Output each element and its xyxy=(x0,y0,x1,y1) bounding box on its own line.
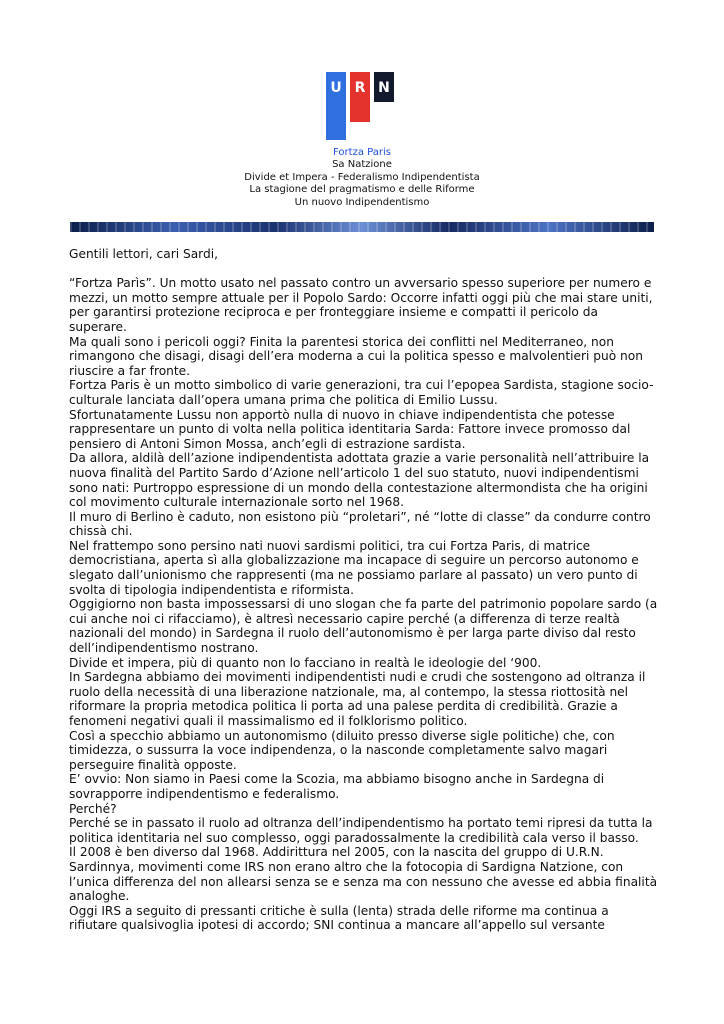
paragraph: Il muro di Berlino è caduto, non esistono più “proletari”, né “lotte di classe” da condurre contro chissà chi. xyxy=(69,509,651,539)
paragraph: Oggigiorno non basta impossessarsi di uno slogan che fa parte del patrimonio popolare sardo (a cui anche noi ci rifacciamo), è altresì necessario capire perché (a differenza di terze realtà nazionali del mondo) in Sardegna il ruolo dell’autonomismo è per larga parte diviso dal resto dell’indipendentismo nostrano. xyxy=(69,597,658,656)
paragraph: Oggi IRS a seguito di pressanti critiche è sulla (lenta) strada delle riforme ma continua a rifiutare qualsivoglia ipotesi di accordo; SNI continua a mancare all’appello sul versante xyxy=(69,903,609,933)
paragraph: “Fortza Parìs”. Un motto usato nel passato contro un avversario spesso superiore per numero e mezzi, un motto sempre attuale per il Popolo Sardo: Occorre infatti oggi più che mai stare uniti, per garantirsi protezione reciproca e per fronteggiare insieme e compatti il pericolo da superare. xyxy=(69,276,653,334)
paragraph: Così a specchio abbiamo un autonomismo (diluito presso diverse sigle politiche) che, con timidezza, o sussurra la voce indipendenza, o la nasconde completamente salvo magari perseguire finalità opposte. xyxy=(69,728,615,772)
article-body xyxy=(69,247,659,933)
header-line: Divide et Impera - Federalismo Indipendentista xyxy=(244,171,480,183)
paragraph: E’ ovvio: Non siamo in Paesi come la Scozia, ma abbiamo bisogno anche in Sardegna di sovrapporre indipendentismo e federalismo. xyxy=(69,772,605,801)
paragraph: Fortza Paris è un motto simbolico di varie generazioni, tra cui l’epopea Sardista, stagione socio-culturale lanciata dall’opera umana prima che politica di Emilio Lussu. xyxy=(69,378,654,407)
logo-letter-n: N xyxy=(378,80,390,96)
paragraph: Nel frattempo sono persino nati nuovi sardismi politici, tra cui Fortza Paris, di matrice democristiana, aperta sì alla globalizzazione ma incapace di seguire un percorso autonomo e slegato dall’unionismo che rappresenti (ma ne possiamo parlare al passato) un vero punto di svolta di tipologia indipendentista e riformista. xyxy=(69,538,639,597)
paragraph: Ma quali sono i pericoli oggi? Finita la parentesi storica dei conflitti nel Mediterraneo, non rimangono che disagi, disagi dell’era moderna a cui la politica spesso e malvolentieri può non riuscire a far fronte. xyxy=(69,334,643,378)
paragraph: Da allora, aldilà dell’azione indipendentista adottata grazie a varie personalità nell’attribuire la nuova finalità del Partito Sardo d’Azione nell’articolo 1 del suo statuto, nuovi indipendentismi sono nati: Purtroppo espressione di un mondo della contestazione altermondista che ha origini col movimento culturale internazionale sorto nel 1968. xyxy=(69,451,650,510)
decorative-divider-banner xyxy=(70,222,654,232)
header-line: Un nuovo Indipendentismo xyxy=(294,196,430,208)
paragraph: Sfortunatamente Lussu non apportò nulla di nuovo in chiave indipendentista che potesse rappresentare un punto di volta nella politica identitaria Sarda: Fattore invece promosso dal pensiero di Antoni Simon Mossa, anch’egli di estrazione sardista. xyxy=(69,407,631,451)
document-header xyxy=(0,147,724,209)
paragraph: Perché? xyxy=(69,801,117,816)
header-line: La stagione del pragmatismo e delle Riforme xyxy=(249,184,475,196)
urn-logo xyxy=(326,72,396,142)
paragraph: Il 2008 è ben diverso dal 1968. Addirittura nel 2005, con la nascita del gruppo di U.R.N. Sardinnya, movimenti come IRS non erano altro che la fotocopia di Sardigna Natzione, con l’unica differenza del non allearsi senza se e senza ma con nessuno che avesse ed abbia finalità analoghe. xyxy=(69,845,658,904)
paragraph: Divide et impera, più di quanto non lo facciano in realtà le ideologie del ‘900. xyxy=(69,655,542,670)
header-line: Sa Natzione xyxy=(332,159,392,171)
logo-letter-u: U xyxy=(330,80,342,96)
logo-letter-r: R xyxy=(354,80,366,96)
paragraph: In Sardegna abbiamo dei movimenti indipendentisti nudi e crudi che sostengono ad oltranza il ruolo della necessità di una liberazione natzionale, ma, al contempo, la stessa riottosità nel riformare la propria metodica politica li porta ad una palese perdita di credibilità. Grazie a fenomeni negativi quali il massimalismo ed il folklorismo politico. xyxy=(69,670,646,728)
greeting: Gentili lettori, cari Sardi, xyxy=(69,247,218,261)
header-brand: Fortza Paris xyxy=(333,147,391,158)
paragraph: Perché se in passato il ruolo ad oltranza dell’indipendentismo ha portato temi ripresi da tutta la politica identitaria nel suo complesso, oggi paradossalmente la credibilità cala verso il basso. xyxy=(69,816,653,845)
